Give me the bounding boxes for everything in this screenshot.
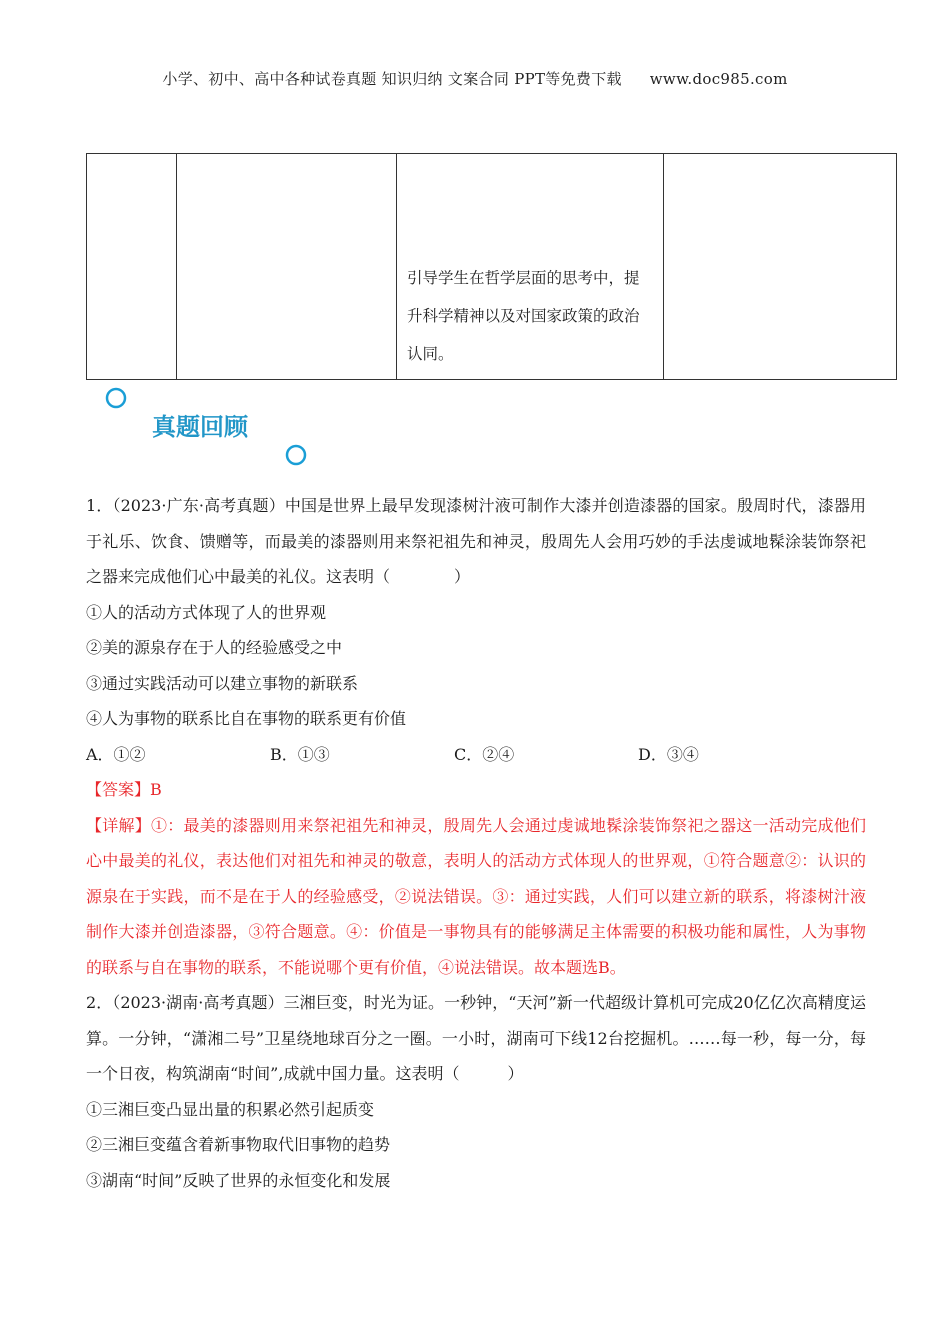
q2-item-3: ③湖南“时间”反映了世界的永恒变化和发展 xyxy=(86,1170,391,1190)
section-banner xyxy=(100,382,315,470)
q2-item-1: ①三湘巨变凸显出量的积累必然引起质变 xyxy=(86,1099,375,1119)
q1-explanation: 【详解】①：最美的漆器则用来祭祀祖先和神灵，殷周先人会通过虔诚地髹涂装饰祭祀之器这一活动完成他们心中最美的礼仪，表达他们对祖先和神灵的敬意，表明人的活动方式体现人的世界观，①符合题意②：认识的源泉在于实践，而不是在于人的经验感受，②说法错误。③：通过实践，人们可以建立新的联系，将漆树汁液制作大漆并创造漆器，③符合题意。④：价值是一事物具有的能够满足主体需要的积极功能和属性，人为事物的联系与自在事物的联系，不能说哪个更有价值，④说法错误。故本题选B。 xyxy=(86,815,866,977)
q1-item-2: ②美的源泉存在于人的经验感受之中 xyxy=(86,638,343,657)
table-cell-4 xyxy=(664,154,897,380)
table-cell-3 xyxy=(397,154,664,380)
q1-option-d: D．③④ xyxy=(638,744,699,764)
header-text: 小学、初中、高中各种试卷真题 知识归纳 文案合同 PPT等免费下载 xyxy=(162,70,622,88)
q1-item-4: ④人为事物的联系比自在事物的联系更有价值 xyxy=(86,709,407,728)
q1-option-b: B．①③ xyxy=(270,744,330,764)
header-site: www.doc985.com xyxy=(649,70,788,88)
banner-title: 真题回顾 xyxy=(152,413,248,441)
table-cell-2 xyxy=(177,154,397,380)
q1-option-a: A．①② xyxy=(86,744,146,764)
table-cell-1 xyxy=(87,154,177,380)
banner-right-ring-icon xyxy=(287,446,305,464)
q2-item-2: ②三湘巨变蕴含着新事物取代旧事物的趋势 xyxy=(86,1135,391,1154)
q1-stem: 1．（2023·广东·高考真题）中国是世界上最早发现漆树汁液可制作大漆并创造漆器的国家。殷周时代，漆器用于礼乐、饮食、馈赠等，而最美的漆器则用来祭祀祖先和神灵，殷周先人会用巧妙的手法虔诚地髹涂装饰祭祀之器来完成他们心中最美的礼仪。这表明（ ） xyxy=(86,496,866,586)
q1-option-c: C．②④ xyxy=(454,744,515,764)
q1-item-1: ①人的活动方式体现了人的世界观 xyxy=(86,602,327,622)
q1-answer: 【答案】B xyxy=(86,780,162,799)
q1-item-3: ③通过实践活动可以建立事物的新联系 xyxy=(86,673,359,693)
page-header xyxy=(0,68,950,89)
table-cell-3-text: 引导学生在哲学层面的思考中，提升科学精神以及对国家政策的政治认同。 xyxy=(407,269,640,363)
q1-options xyxy=(86,737,866,773)
banner-left-ring-icon xyxy=(107,389,125,407)
q2-stem: 2．（2023·湖南·高考真题）三湘巨变，时光为证。一秒钟，“天河”新一代超级计算机可完成20亿亿次高精度运算。一分钟，“潇湘二号”卫星绕地球百分之一圈。一小时，湖南可下线12台挖掘机。……每一秒，每一分，每一个日夜，构筑湖南“时间”,成就中国力量。这表明（ ） xyxy=(86,993,866,1083)
lesson-plan-table xyxy=(86,153,897,380)
question-content xyxy=(86,488,866,1198)
